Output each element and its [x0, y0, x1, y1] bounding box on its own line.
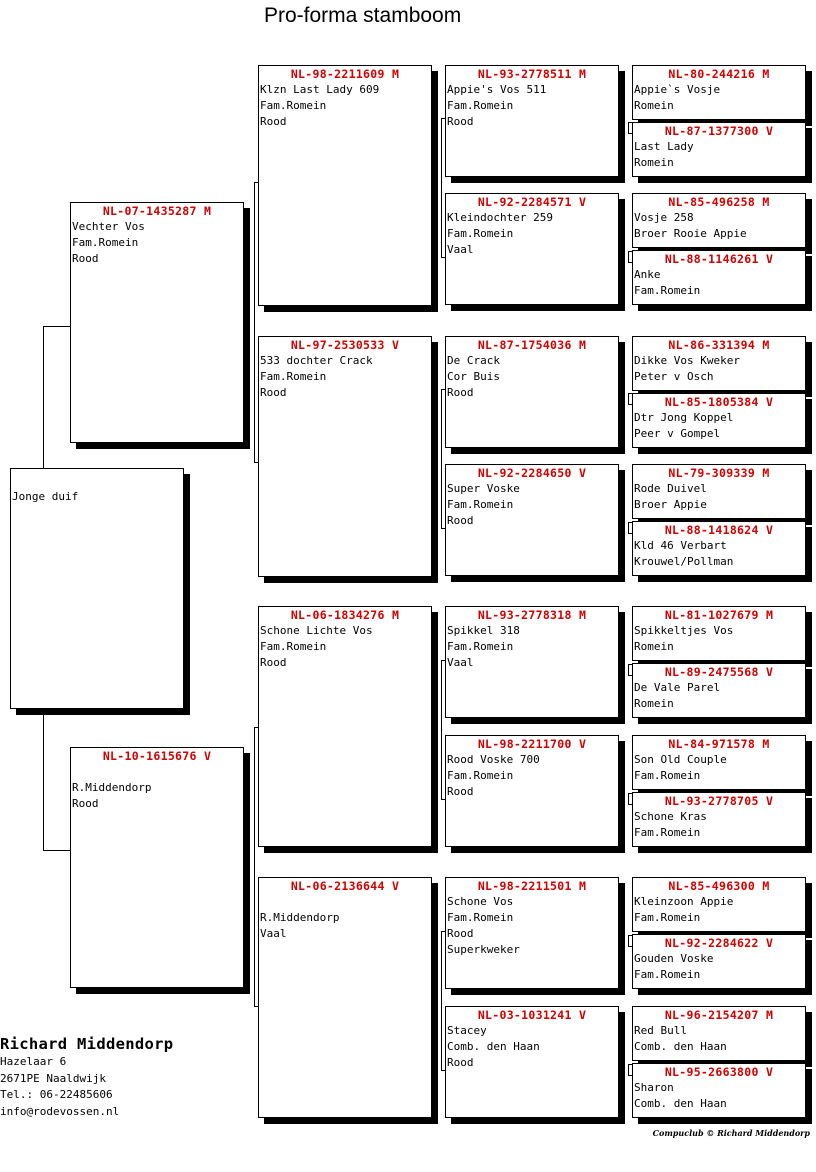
pigeon-info-line: Rode Duivel — [634, 482, 707, 495]
great-grandparent-card — [445, 735, 619, 847]
ring-number: NL-93-2778318 M — [477, 608, 587, 622]
ring-number: NL-07-1435287 M — [102, 204, 212, 218]
ring-number: NL-85-496258 M — [668, 195, 770, 209]
pigeon-info-line: Vaal — [447, 243, 474, 256]
great-grandparent-card — [445, 1006, 619, 1118]
pigeon-info-line: Rood — [447, 927, 474, 940]
ring-number: NL-93-2778705 V — [664, 794, 774, 808]
ring-number: NL-87-1377300 V — [664, 124, 774, 138]
grandparent-card — [258, 65, 432, 306]
ring-number: NL-81-1027679 M — [664, 608, 774, 622]
ring-number: NL-88-1418624 V — [664, 523, 774, 537]
pigeon-info-line: Appie's Vos 511 — [447, 83, 547, 96]
great-grandparent-card — [445, 464, 619, 576]
pigeon-info-line: Rood — [260, 386, 287, 399]
pigeon-info-line: De Crack — [447, 354, 500, 367]
pigeon-info-line: Vechter Vos — [72, 220, 145, 233]
pigeon-info-line: Appie`s Vosje — [634, 83, 721, 96]
ring-number: NL-85-496300 M — [668, 879, 770, 893]
great-great-grandparent-card — [632, 877, 806, 932]
ring-number: NL-93-2778511 M — [477, 67, 587, 81]
pigeon-info-line: Klzn Last Lady 609 — [260, 83, 380, 96]
pigeon-info-line: Rood Voske 700 — [447, 753, 540, 766]
pigeon-info-line: R.Middendorp — [72, 781, 152, 794]
pigeon-info-line: Spikkel 318 — [447, 624, 520, 637]
ring-number: NL-96-2154207 M — [664, 1008, 774, 1022]
pigeon-info-line: Stacey — [447, 1024, 487, 1037]
pigeon-info-line: 533 dochter Crack — [260, 354, 373, 367]
owner-city: 2671PE Naaldwijk — [0, 1071, 106, 1085]
page-title: Pro-forma stamboom — [264, 4, 462, 27]
ring-number: NL-95-2663800 V — [664, 1065, 774, 1079]
ring-number: NL-79-309339 M — [668, 466, 770, 480]
ring-number: NL-84-971578 M — [668, 737, 770, 751]
pigeon-info-line: Romein — [634, 156, 674, 169]
grandparent-card — [258, 877, 432, 1118]
pigeon-info-line: Kld 46 Verbart — [634, 539, 727, 552]
owner-block — [0, 1034, 173, 1120]
ring-number: NL-85-1805384 V — [664, 395, 774, 409]
owner-name: Richard Middendorp — [0, 1035, 174, 1053]
pigeon-info-line: Schone Lichte Vos — [260, 624, 373, 637]
pigeon-info-line: Romein — [634, 99, 674, 112]
pigeon-info-line: Dtr Jong Koppel — [634, 411, 734, 424]
ring-number: NL-98-2211609 M — [290, 67, 400, 81]
pigeon-info-line: Comb. den Haan — [447, 1040, 540, 1053]
pigeon-info-line: Fam.Romein — [447, 911, 514, 924]
pigeon-info-line: Fam.Romein — [634, 284, 701, 297]
pigeon-info-line: Comb. den Haan — [634, 1040, 727, 1053]
pigeon-info-line: Cor Buis — [447, 370, 500, 383]
ring-number: NL-03-1031241 V — [477, 1008, 587, 1022]
pigeon-info-line: Son Old Couple — [634, 753, 727, 766]
great-great-grandparent-card — [632, 521, 806, 576]
pigeon-info-line: Rood — [447, 1056, 474, 1069]
pigeon-info-line: Fam.Romein — [634, 911, 701, 924]
owner-phone: Tel.: 06-22485606 — [0, 1088, 113, 1101]
connector-line — [441, 118, 442, 258]
great-great-grandparent-card — [632, 122, 806, 177]
pigeon-info-line: Kleinzoon Appie — [634, 895, 734, 908]
pigeon-info-line: Superkweker — [447, 943, 520, 956]
ring-number: NL-97-2530533 V — [290, 338, 400, 352]
dam-card — [70, 747, 244, 988]
ring-number: NL-98-2211501 M — [477, 879, 587, 893]
pigeon-info-line: De Vale Parel — [634, 681, 721, 694]
pigeon-info-line: Schone Kras — [634, 810, 707, 823]
great-great-grandparent-card — [632, 464, 806, 519]
pigeon-info-line: Schone Vos — [447, 895, 514, 908]
pigeon-info-line: Spikkeltjes Vos — [634, 624, 734, 637]
pigeon-info-line: Rood — [447, 785, 474, 798]
pigeon-info-line: Rood — [72, 797, 99, 810]
great-great-grandparent-card — [632, 606, 806, 661]
pigeon-info-line: Jonge duif — [12, 490, 79, 503]
pigeon-info-line: Romein — [634, 640, 674, 653]
great-great-grandparent-card — [632, 393, 806, 448]
ring-number: NL-06-2136644 V — [290, 879, 400, 893]
ring-number: NL-92-2284571 V — [477, 195, 587, 209]
pigeon-info-line: Rood — [447, 115, 474, 128]
pigeon-info-line: Fam.Romein — [447, 227, 514, 240]
ring-number: NL-92-2284650 V — [477, 466, 587, 480]
pigeon-info-line: Romein — [634, 697, 674, 710]
pigeon-info-line: Rood — [447, 386, 474, 399]
pigeon-info-line: Broer Appie — [634, 498, 707, 511]
great-great-grandparent-card — [632, 1063, 806, 1118]
pigeon-info-line: Peter v Osch — [634, 370, 714, 383]
pigeon-info-line: Fam.Romein — [447, 769, 514, 782]
pigeon-info-line: Fam.Romein — [260, 370, 327, 383]
ring-number: NL-10-1615676 V — [102, 749, 212, 763]
pigeon-info-line: Vosje 258 — [634, 211, 694, 224]
owner-email: info@rodevossen.nl — [0, 1104, 120, 1118]
great-great-grandparent-card — [632, 792, 806, 847]
pigeon-info-line: Fam.Romein — [260, 99, 327, 112]
pigeon-info-line: Rood — [447, 514, 474, 527]
pigeon-info-line: Fam.Romein — [260, 640, 327, 653]
pigeon-info-line: Broer Rooie Appie — [634, 227, 747, 240]
great-grandparent-card — [445, 65, 619, 177]
pigeon-info-line — [71, 764, 243, 780]
pigeon-info-line: Fam.Romein — [72, 236, 139, 249]
pigeon-info-line: Vaal — [260, 927, 287, 940]
ring-number: NL-06-1834276 M — [290, 608, 400, 622]
pigeon-info-line: Anke — [634, 268, 661, 281]
connector-line — [441, 660, 442, 800]
pigeon-info-line: Red Bull — [634, 1024, 687, 1037]
pigeon-info-line — [259, 894, 431, 910]
grandparent-card — [258, 606, 432, 847]
great-great-grandparent-card — [632, 193, 806, 248]
great-great-grandparent-card — [632, 250, 806, 305]
ring-number: NL-88-1146261 V — [664, 252, 774, 266]
pigeon-info-line: Dikke Vos Kweker — [634, 354, 740, 367]
great-grandparent-card — [445, 336, 619, 448]
pigeon-info-line: R.Middendorp — [260, 911, 340, 924]
great-grandparent-card — [445, 877, 619, 989]
great-great-grandparent-card — [632, 1006, 806, 1061]
ring-number: NL-98-2211700 V — [477, 737, 587, 751]
connector-line — [43, 850, 70, 851]
great-great-grandparent-card — [632, 336, 806, 391]
pigeon-info-line: Krouwel/Pollman — [634, 555, 734, 568]
pigeon-info-line: Fam.Romein — [447, 498, 514, 511]
pigeon-info-line: Vaal — [447, 656, 474, 669]
grandparent-card — [258, 336, 432, 577]
pigeon-info-line: Comb. den Haan — [634, 1097, 727, 1110]
connector-line — [441, 931, 442, 1071]
ring-number: NL-89-2475568 V — [664, 665, 774, 679]
pigeon-info-line: Rood — [260, 656, 287, 669]
pigeon-info-line: Super Voske — [447, 482, 520, 495]
pigeon-info-line: Kleindochter 259 — [447, 211, 553, 224]
pigeon-info-line: Gouden Voske — [634, 952, 714, 965]
great-grandparent-card — [445, 193, 619, 305]
pigeon-info-line: Last Lady — [634, 140, 694, 153]
connector-line — [254, 727, 255, 1007]
owner-address: Hazelaar 6 — [0, 1055, 67, 1068]
pigeon-info-line: Fam.Romein — [634, 769, 701, 782]
pigeon-info-line: Fam.Romein — [447, 99, 514, 112]
footer-credit: Compuclub © Richard Middendorp — [652, 1128, 810, 1138]
ring-number: NL-86-331394 M — [668, 338, 770, 352]
ring-number: NL-87-1754036 M — [477, 338, 587, 352]
sire-card — [70, 202, 244, 443]
great-great-grandparent-card — [632, 934, 806, 989]
pigeon-info-line: Fam.Romein — [634, 826, 701, 839]
connector-line — [43, 326, 70, 327]
pigeon-info-line: Rood — [72, 252, 99, 265]
great-great-grandparent-card — [632, 735, 806, 790]
great-great-grandparent-card — [632, 65, 806, 120]
connector-line — [254, 182, 255, 463]
pigeon-info-line: Rood — [260, 115, 287, 128]
connector-line — [441, 389, 442, 529]
pigeon-info-line: Peer v Gompel — [634, 427, 721, 440]
pigeon-info-line: Fam.Romein — [447, 640, 514, 653]
ring-number: NL-92-2284622 V — [664, 936, 774, 950]
pigeon-info-line: Sharon — [634, 1081, 674, 1094]
subject-pigeon-card — [10, 468, 184, 709]
ring-number: NL-80-244216 M — [668, 67, 770, 81]
great-great-grandparent-card — [632, 663, 806, 718]
great-grandparent-card — [445, 606, 619, 718]
pigeon-info-line: Fam.Romein — [634, 968, 701, 981]
